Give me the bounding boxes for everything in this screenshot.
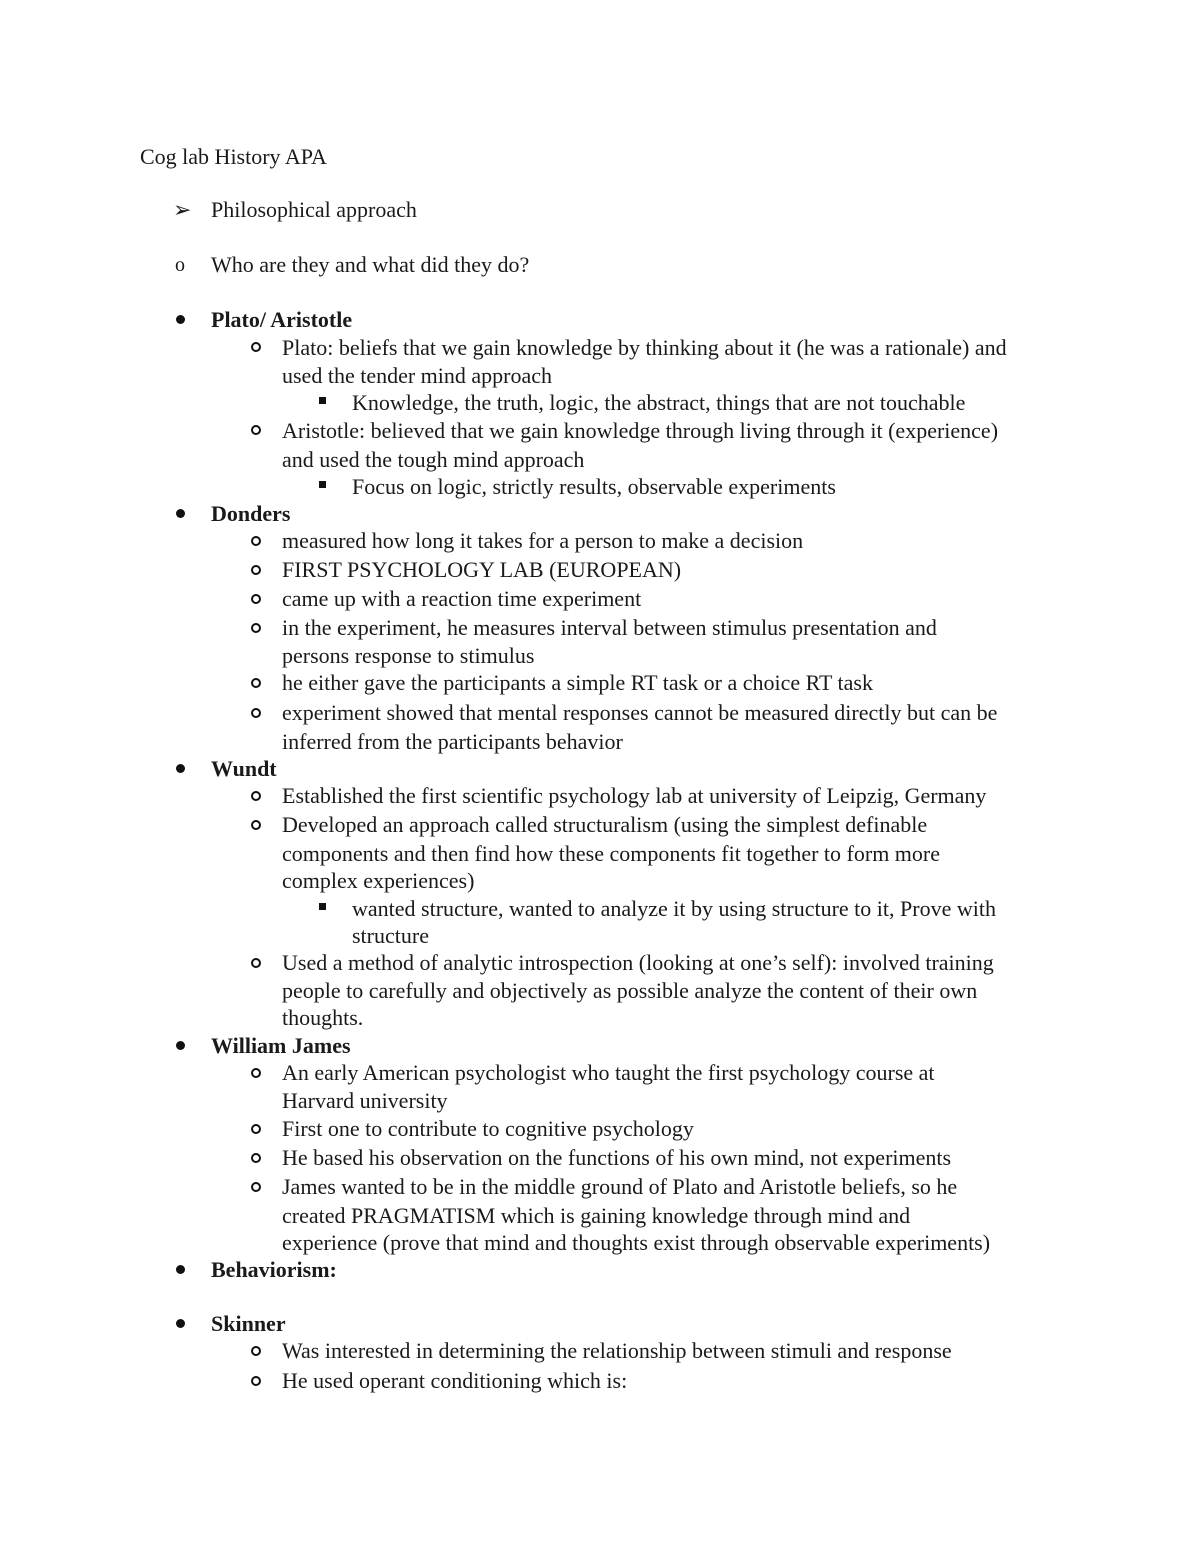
circle-bullet-icon: o xyxy=(175,254,185,276)
bullet-dot-icon xyxy=(176,1265,185,1274)
list-item: in the experiment, he measures interval between stimulus presentation and xyxy=(282,615,937,640)
bullet-dot-icon xyxy=(176,764,185,773)
list-item: experiment showed that mental responses cannot be measured directly but can be xyxy=(282,700,998,725)
document-title: Cog lab History APA xyxy=(140,144,327,169)
list-item: Used a method of analytic introspection (looking at one’s self): involved training xyxy=(282,950,994,975)
ring-bullet-icon xyxy=(251,1376,261,1386)
section-wundt: Wundt xyxy=(211,756,277,781)
ring-bullet-icon xyxy=(251,791,261,801)
ring-bullet-icon xyxy=(251,623,261,633)
square-bullet-icon xyxy=(319,903,326,910)
section-skinner: Skinner xyxy=(211,1311,286,1336)
list-item: Was interested in determining the relationship between stimuli and response xyxy=(282,1338,952,1363)
ring-bullet-icon xyxy=(251,1346,261,1356)
arrow-bullet-icon: ➢ xyxy=(173,197,192,222)
list-item: James wanted to be in the middle ground of Plato and Aristotle beliefs, so he xyxy=(282,1174,958,1199)
square-bullet-icon xyxy=(319,481,326,488)
bullet-dot-icon xyxy=(176,315,185,324)
question-text: Who are they and what did they do? xyxy=(211,252,530,277)
list-item: came up with a reaction time experiment xyxy=(282,586,642,611)
ring-bullet-icon xyxy=(251,425,261,435)
list-item: He used operant conditioning which is: xyxy=(282,1368,628,1393)
list-item-continuation: complex experiences) xyxy=(282,868,475,893)
list-item-continuation: experience (prove that mind and thoughts exist through observable experiments) xyxy=(282,1230,991,1255)
ring-bullet-icon xyxy=(251,708,261,718)
list-item-continuation: components and then find how these components fit together to form more xyxy=(282,841,941,866)
list-item: Developed an approach called structuralism (using the simplest definable xyxy=(282,812,928,837)
list-item-continuation: Harvard university xyxy=(282,1088,448,1113)
list-item-continuation: thoughts. xyxy=(282,1005,364,1030)
list-item: measured how long it takes for a person to make a decision xyxy=(282,528,804,553)
bullet-dot-icon xyxy=(176,509,185,518)
bullet-dot-icon xyxy=(176,1041,185,1050)
ring-bullet-icon xyxy=(251,1182,261,1192)
list-item-continuation: and used the tough mind approach xyxy=(282,447,585,472)
ring-bullet-icon xyxy=(251,342,261,352)
list-item-continuation: inferred from the participants behavior xyxy=(282,729,623,754)
section-plato-aristotle: Plato/ Aristotle xyxy=(211,307,353,332)
list-item: He based his observation on the functions of his own mind, not experiments xyxy=(282,1145,952,1170)
list-item: he either gave the participants a simple RT task or a choice RT task xyxy=(282,670,873,695)
section-behaviorism: Behaviorism: xyxy=(211,1257,337,1282)
list-item: First one to contribute to cognitive psychology xyxy=(282,1116,694,1141)
list-item-continuation: used the tender mind approach xyxy=(282,363,553,388)
ring-bullet-icon xyxy=(251,958,261,968)
list-item-continuation: people to carefully and objectively as possible analyze the content of their own xyxy=(282,978,978,1003)
ring-bullet-icon xyxy=(251,678,261,688)
list-item: Established the first scientific psychology lab at university of Leipzig, Germany xyxy=(282,783,987,808)
square-bullet-icon xyxy=(319,397,326,404)
section-william-james: William James xyxy=(211,1033,351,1058)
list-item: Aristotle: believed that we gain knowledge through living through it (experience) xyxy=(282,418,999,443)
ring-bullet-icon xyxy=(251,594,261,604)
list-item-continuation: created PRAGMATISM which is gaining knowledge through mind and xyxy=(282,1203,911,1228)
list-item: FIRST PSYCHOLOGY LAB (EUROPEAN) xyxy=(282,557,682,582)
list-item: An early American psychologist who taught the first psychology course at xyxy=(282,1060,935,1085)
ring-bullet-icon xyxy=(251,536,261,546)
sub-list-item: Focus on logic, strictly results, observable experiments xyxy=(352,474,836,499)
section-donders: Donders xyxy=(211,501,291,526)
ring-bullet-icon xyxy=(251,1068,261,1078)
ring-bullet-icon xyxy=(251,1124,261,1134)
sub-list-item-continuation: structure xyxy=(352,923,429,948)
list-item-continuation: persons response to stimulus xyxy=(282,643,535,668)
bullet-dot-icon xyxy=(176,1319,185,1328)
ring-bullet-icon xyxy=(251,820,261,830)
ring-bullet-icon xyxy=(251,565,261,575)
heading-philosophical-approach: Philosophical approach xyxy=(211,197,417,222)
sub-list-item: Knowledge, the truth, logic, the abstract, things that are not touchable xyxy=(352,390,966,415)
sub-list-item: wanted structure, wanted to analyze it by using structure to it, Prove with xyxy=(352,896,996,921)
ring-bullet-icon xyxy=(251,1153,261,1163)
list-item: Plato: beliefs that we gain knowledge by thinking about it (he was a rationale) and xyxy=(282,335,1007,360)
